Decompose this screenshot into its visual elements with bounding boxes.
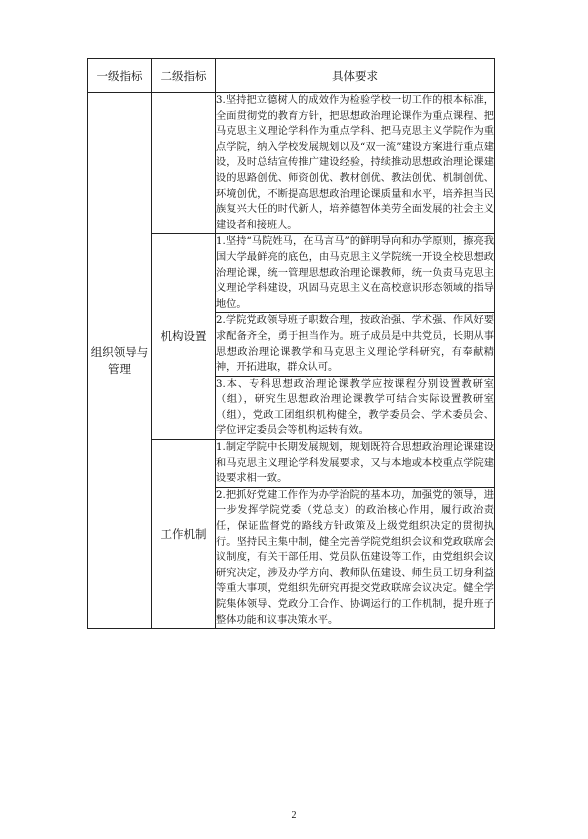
table-row — [88, 93, 495, 234]
requirement-cell: 1.制定学院中长期发展规划，规划既符合思想政治理论课建设和马克思主义理论学科发展要求，又与本地或本校重点学院建设要求相一致。 — [216, 440, 495, 488]
header-level1: 一级指标 — [88, 59, 152, 93]
page-number: 2 — [291, 810, 297, 821]
header-requirements: 具体要求 — [216, 59, 495, 93]
requirements-table — [87, 58, 495, 629]
level2-cell-mechanism: 工作机制 — [152, 440, 216, 629]
requirement-cell: 3.坚持把立德树人的成效作为检验学校一切工作的根本标准，全面贯彻党的教育方针，把思想政治理论课作为重点课程、把马克思主义理论学科作为重点学科、把马克思主义学院作为重点学院，纳入学校发展规划以及“双一流”建设方案进行重点建设，及时总结宣传推广建设经验，持续推动思想政治理论课建设的思路创优、师资创优、教材创优、教法创优、机制创优、环境创优，不断提高思想政治理论课质量和水平，培养担当民族复兴大任的时代新人，培养德智体美劳全面发展的社会主义建设者和接班人。 — [216, 93, 495, 234]
requirement-cell: 1.坚持“马院姓马，在马言马”的鲜明导向和办学原则，擦亮我国大学最鲜亮的底色，由马克思主义学院统一开设全校思想政治理论课，统一管理思想政治理论课教师，统一负责马克思主义理论学科建设，巩固马克思主义在高校意识形态领域的指导地位。 — [216, 234, 495, 313]
header-level2: 二级指标 — [152, 59, 216, 93]
level2-cell-institution: 机构设置 — [152, 234, 216, 440]
requirement-cell: 3.本、专科思想政治理论课教学应按课程分别设置教研室（组），研究生思想政治理论课教学可结合实际设置教研室（组），党政工团组织机构健全，教学委员会、学术委员会、学位评定委员会等机构运转有效。 — [216, 376, 495, 439]
level1-cell: 组织领导与管理 — [88, 93, 152, 629]
header-row — [88, 59, 495, 93]
requirement-cell: 2.把抓好党建工作作为办学治院的基本功，加强党的领导，进一步发挥学院党委（党总支）的政治核心作用，履行政治责任，保证监督党的路线方针政策及上级党组织决定的贯彻执行。坚持民主集中制，健全完善学院党组织会议和党政联席会议制度，有关干部任用、党员队伍建设等工作，由党组织会议研究决定，涉及办学方向、教师队伍建设、师生员工切身利益等重大事项，党组织先研究再提交党政联席会议决定。健全学院集体领导、党政分工合作、协调运行的工作机制，提升班子整体功能和议事决策水平。 — [216, 487, 495, 628]
requirement-cell: 2.学院党政领导班子职数合理，按政治强、学术强、作风好要求配备齐全，勇于担当作为。班子成员是中共党员，长期从事思想政治理论课教学和马克思主义理论学科研究，有奉献精神，开拓进取，群众认可。 — [216, 313, 495, 376]
level2-cell-empty — [152, 93, 216, 234]
